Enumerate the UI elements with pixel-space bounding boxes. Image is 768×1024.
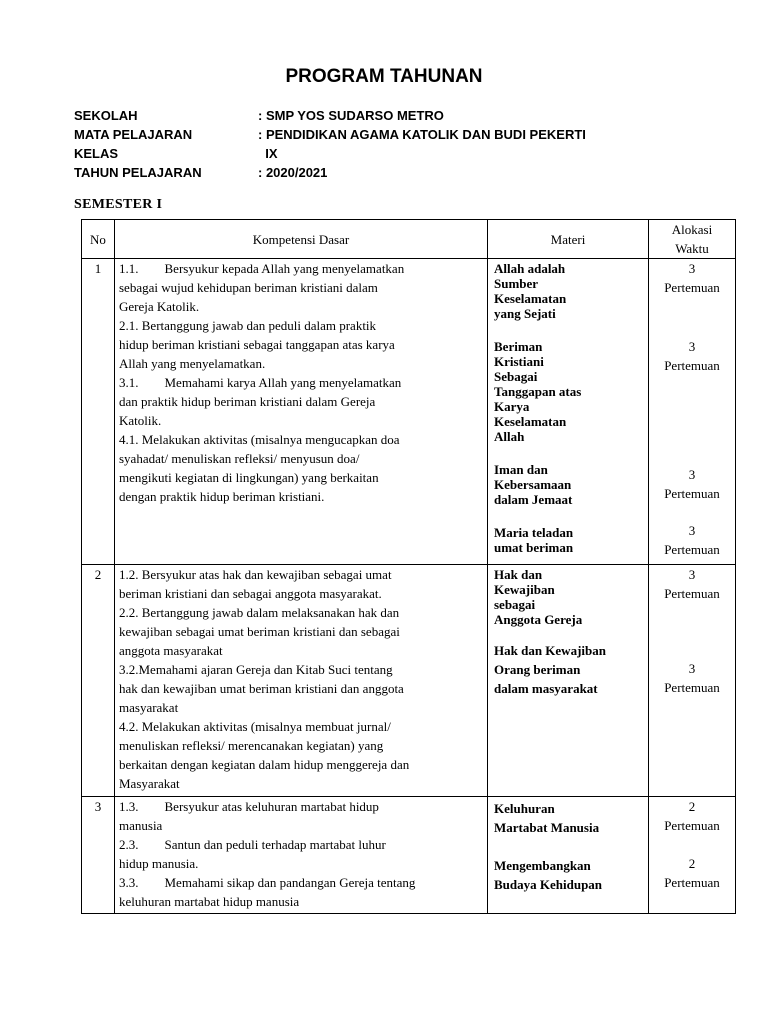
kompetensi-line: 1.2. Bersyukur atas hak dan kewajiban sebagai umat bbox=[119, 567, 392, 582]
kompetensi-line: Allah yang menyelamatkan. bbox=[119, 356, 266, 371]
materi-line: Anggota Gereja bbox=[494, 612, 583, 627]
alokasi-block bbox=[649, 259, 735, 297]
materi-block bbox=[494, 797, 642, 837]
kompetensi-line: 2.3. Santun dan peduli terhadap martabat luhur bbox=[119, 837, 386, 852]
materi-line: Tanggapan atas bbox=[494, 384, 582, 399]
materi-line: Kebersamaan bbox=[494, 477, 572, 492]
kompetensi-line: 3.3. Memahami sikap dan pandangan Gereja tentang bbox=[119, 875, 416, 890]
alokasi-unit: Pertemuan bbox=[664, 280, 720, 295]
kompetensi-line: dengan praktik hidup beriman kristiani. bbox=[119, 489, 325, 504]
kompetensi-line: kewajiban sebagai umat beriman kristiani dan sebagai bbox=[119, 624, 400, 639]
materi-line: Karya bbox=[494, 399, 530, 414]
table-row bbox=[82, 797, 736, 914]
table-body bbox=[82, 259, 736, 914]
kompetensi-line: syahadat/ menuliskan refleksi/ menyusun doa/ bbox=[119, 451, 360, 466]
alokasi-block bbox=[649, 337, 735, 375]
kompetensi-line: keluhuran martabat hidup manusia bbox=[119, 894, 300, 909]
kompetensi-line: 2.2. Bertanggung jawab dalam melaksanakan hak dan bbox=[119, 605, 400, 620]
kompetensi-line: Masyarakat bbox=[119, 776, 180, 791]
kompetensi-line: menuliskan refleksi/ merencanakan kegiatan) yang bbox=[119, 738, 384, 753]
alokasi-cell bbox=[649, 565, 736, 797]
alokasi-unit: Pertemuan bbox=[664, 680, 720, 695]
alokasi-block bbox=[649, 854, 735, 892]
kompetensi-line: beriman kristiani dan sebagai anggota masyarakat. bbox=[119, 586, 382, 601]
materi-line: Hak dan bbox=[494, 567, 543, 582]
info-label: SEKOLAH bbox=[74, 108, 138, 123]
materi-block bbox=[494, 856, 642, 894]
header-alokasi-line1: Alokasi bbox=[671, 222, 713, 237]
kompetensi-line: 2.1. Bertanggung jawab dan peduli dalam praktik bbox=[119, 318, 377, 333]
info-value: : SMP YOS SUDARSO METRO bbox=[258, 108, 444, 123]
materi-line: Maria teladan bbox=[494, 525, 574, 540]
materi-line: Beriman bbox=[494, 339, 543, 354]
kompetensi-line: sebagai wujud kehidupan beriman kristiani dalam bbox=[119, 280, 378, 295]
kompetensi-line: hidup beriman kristiani sebagai tanggapan atas karya bbox=[119, 337, 395, 352]
alokasi-unit: Pertemuan bbox=[664, 875, 720, 890]
info-row-class bbox=[74, 146, 586, 165]
alokasi-unit: Pertemuan bbox=[664, 358, 720, 373]
materi-block bbox=[494, 641, 642, 698]
kompetensi-line: 3.2.Memahami ajaran Gereja dan Kitab Suci tentang bbox=[119, 662, 393, 677]
kompetensi-line: berkaitan dengan kegiatan dalam hidup menggereja dan bbox=[119, 757, 410, 772]
kompetensi-line: 4.1. Melakukan aktivitas (misalnya mengucapkan doa bbox=[119, 432, 400, 447]
alokasi-block bbox=[649, 565, 735, 603]
header-kompetensi: Kompetensi Dasar bbox=[115, 220, 488, 259]
kompetensi-line: 3.1. Memahami karya Allah yang menyelamatkan bbox=[119, 375, 402, 390]
materi-line: Allah bbox=[494, 429, 525, 444]
alokasi-count: 2 bbox=[688, 856, 696, 871]
materi-line: Keselamatan bbox=[494, 414, 567, 429]
kompetensi-cell bbox=[115, 797, 488, 914]
semester-heading: SEMESTER I bbox=[74, 197, 163, 212]
info-label: TAHUN PELAJARAN bbox=[74, 165, 202, 180]
materi-block bbox=[494, 565, 642, 627]
page-title: PROGRAM TAHUNAN bbox=[285, 66, 483, 87]
materi-line: Kewajiban bbox=[494, 582, 555, 597]
alokasi-count: 2 bbox=[688, 799, 696, 814]
materi-line: Sebagai bbox=[494, 369, 538, 384]
materi-block bbox=[494, 462, 642, 507]
info-row-subject bbox=[74, 127, 586, 146]
alokasi-block bbox=[649, 521, 735, 559]
alokasi-block bbox=[649, 797, 735, 835]
alokasi-count: 3 bbox=[688, 339, 696, 354]
alokasi-cell bbox=[649, 797, 736, 914]
materi-cell bbox=[488, 259, 649, 565]
row-number: 3 bbox=[82, 797, 115, 914]
kompetensi-line: 1.3. Bersyukur atas keluhuran martabat hidup bbox=[119, 799, 379, 814]
info-label: MATA PELAJARAN bbox=[74, 127, 193, 142]
kompetensi-line: 4.2. Melakukan aktivitas (misalnya membuat jurnal/ bbox=[119, 719, 391, 734]
row-number: 2 bbox=[82, 565, 115, 797]
header-alokasi bbox=[649, 220, 736, 259]
materi-block bbox=[494, 525, 642, 555]
materi-line: Keluhuran bbox=[494, 801, 555, 816]
materi-line: dalam masyarakat bbox=[494, 681, 598, 696]
materi-line: Kristiani bbox=[494, 354, 544, 369]
info-row-school bbox=[74, 108, 586, 127]
kompetensi-line: anggota masyarakat bbox=[119, 643, 223, 658]
alokasi-unit: Pertemuan bbox=[664, 818, 720, 833]
kompetensi-cell bbox=[115, 565, 488, 797]
alokasi-unit: Pertemuan bbox=[664, 542, 720, 557]
kompetensi-cell bbox=[115, 259, 488, 565]
materi-line: Allah adalah bbox=[494, 261, 566, 276]
alokasi-unit: Pertemuan bbox=[664, 486, 720, 501]
materi-cell bbox=[488, 797, 649, 914]
materi-line: Sumber bbox=[494, 276, 539, 291]
kompetensi-line: mengikuti kegiatan di lingkungan) yang berkaitan bbox=[119, 470, 379, 485]
info-value: : PENDIDIKAN AGAMA KATOLIK DAN BUDI PEKERTI bbox=[258, 127, 586, 142]
alokasi-block bbox=[649, 659, 735, 697]
kompetensi-line: Katolik. bbox=[119, 413, 162, 428]
alokasi-cell bbox=[649, 259, 736, 565]
kompetensi-line: dan praktik hidup beriman kristiani dalam Gereja bbox=[119, 394, 376, 409]
header-alokasi-line2: Waktu bbox=[675, 241, 709, 256]
program-table bbox=[81, 219, 736, 914]
kompetensi-line: hak dan kewajiban umat beriman kristiani dan anggota bbox=[119, 681, 404, 696]
kompetensi-line: masyarakat bbox=[119, 700, 179, 715]
table-row bbox=[82, 565, 736, 797]
materi-line: yang Sejati bbox=[494, 306, 556, 321]
header-materi: Materi bbox=[488, 220, 649, 259]
info-row-year bbox=[74, 165, 586, 184]
table-row bbox=[82, 259, 736, 565]
alokasi-count: 3 bbox=[688, 523, 696, 538]
alokasi-count: 3 bbox=[688, 661, 696, 676]
materi-line: umat beriman bbox=[494, 540, 574, 555]
materi-block bbox=[494, 259, 642, 321]
kompetensi-line: manusia bbox=[119, 818, 163, 833]
alokasi-block bbox=[649, 465, 735, 503]
school-info bbox=[74, 108, 586, 184]
materi-line: Iman dan bbox=[494, 462, 548, 477]
alokasi-count: 3 bbox=[688, 467, 696, 482]
materi-line: Martabat Manusia bbox=[494, 820, 600, 835]
info-value: IX bbox=[258, 146, 278, 161]
info-label: KELAS bbox=[74, 146, 119, 161]
alokasi-unit: Pertemuan bbox=[664, 586, 720, 601]
materi-line: sebagai bbox=[494, 597, 536, 612]
row-number: 1 bbox=[82, 259, 115, 565]
alokasi-count: 3 bbox=[688, 261, 696, 276]
table-header-row bbox=[82, 220, 736, 259]
materi-line: dalam Jemaat bbox=[494, 492, 573, 507]
materi-line: Hak dan Kewajiban bbox=[494, 643, 606, 658]
kompetensi-line: hidup manusia. bbox=[119, 856, 199, 871]
materi-line: Keselamatan bbox=[494, 291, 567, 306]
info-value: : 2020/2021 bbox=[258, 165, 328, 180]
materi-block bbox=[494, 339, 642, 444]
header-no: No bbox=[82, 220, 115, 259]
materi-line: Mengembangkan bbox=[494, 858, 591, 873]
alokasi-count: 3 bbox=[688, 567, 696, 582]
kompetensi-line: Gereja Katolik. bbox=[119, 299, 200, 314]
materi-line: Orang beriman bbox=[494, 662, 581, 677]
kompetensi-line: 1.1. Bersyukur kepada Allah yang menyelamatkan bbox=[119, 261, 405, 276]
materi-line: Budaya Kehidupan bbox=[494, 877, 603, 892]
materi-cell bbox=[488, 565, 649, 797]
